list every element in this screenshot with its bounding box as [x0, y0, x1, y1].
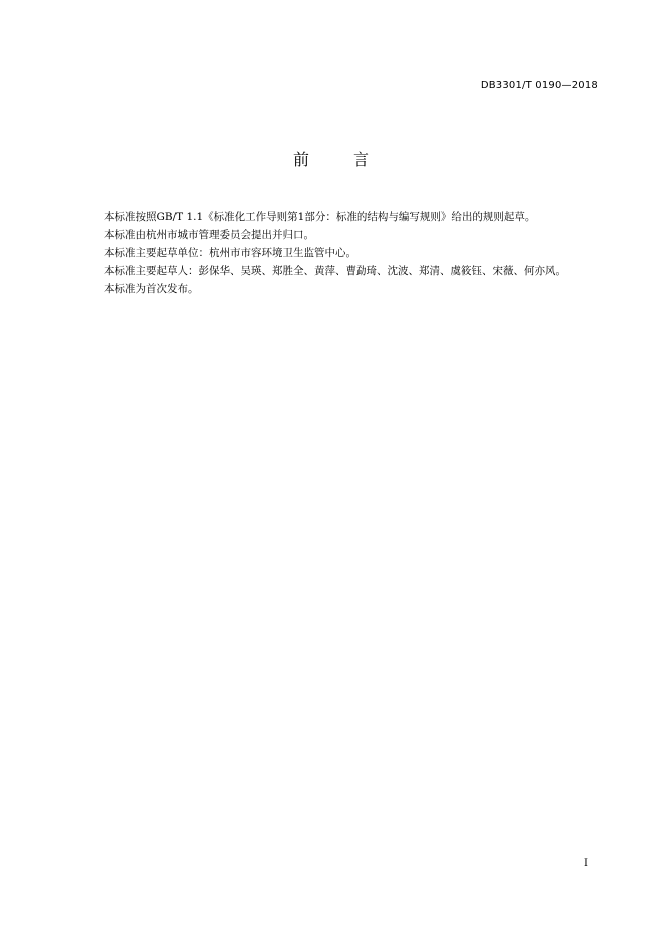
title-char-1: 前: [292, 150, 309, 169]
document-code: DB3301/T 0190—2018: [480, 80, 598, 91]
foreword-body: [104, 208, 604, 298]
paragraph-drafters: 本标准主要起草人：彭保华、吴瑛、郑胜全、黄萍、曹勐琦、沈波、郑清、虞筱钰、宋薇、何亦风。: [104, 265, 566, 277]
paragraph-drafting-unit: 本标准主要起草单位：杭州市市容环境卫生监管中心。: [104, 247, 356, 259]
title-char-2: 言: [353, 150, 370, 169]
paragraph-proposer: 本标准由杭州市城市管理委员会提出并归口。: [104, 229, 314, 241]
paragraph-first-release: 本标准为首次发布。: [104, 283, 199, 295]
page-title: [0, 149, 662, 171]
paragraph-drafting-rules: 本标准按照GB/T 1.1《标准化工作导则第1部分：标准的结构与编写规则》给出的规则起草。: [104, 211, 536, 223]
page-number: I: [584, 858, 588, 869]
